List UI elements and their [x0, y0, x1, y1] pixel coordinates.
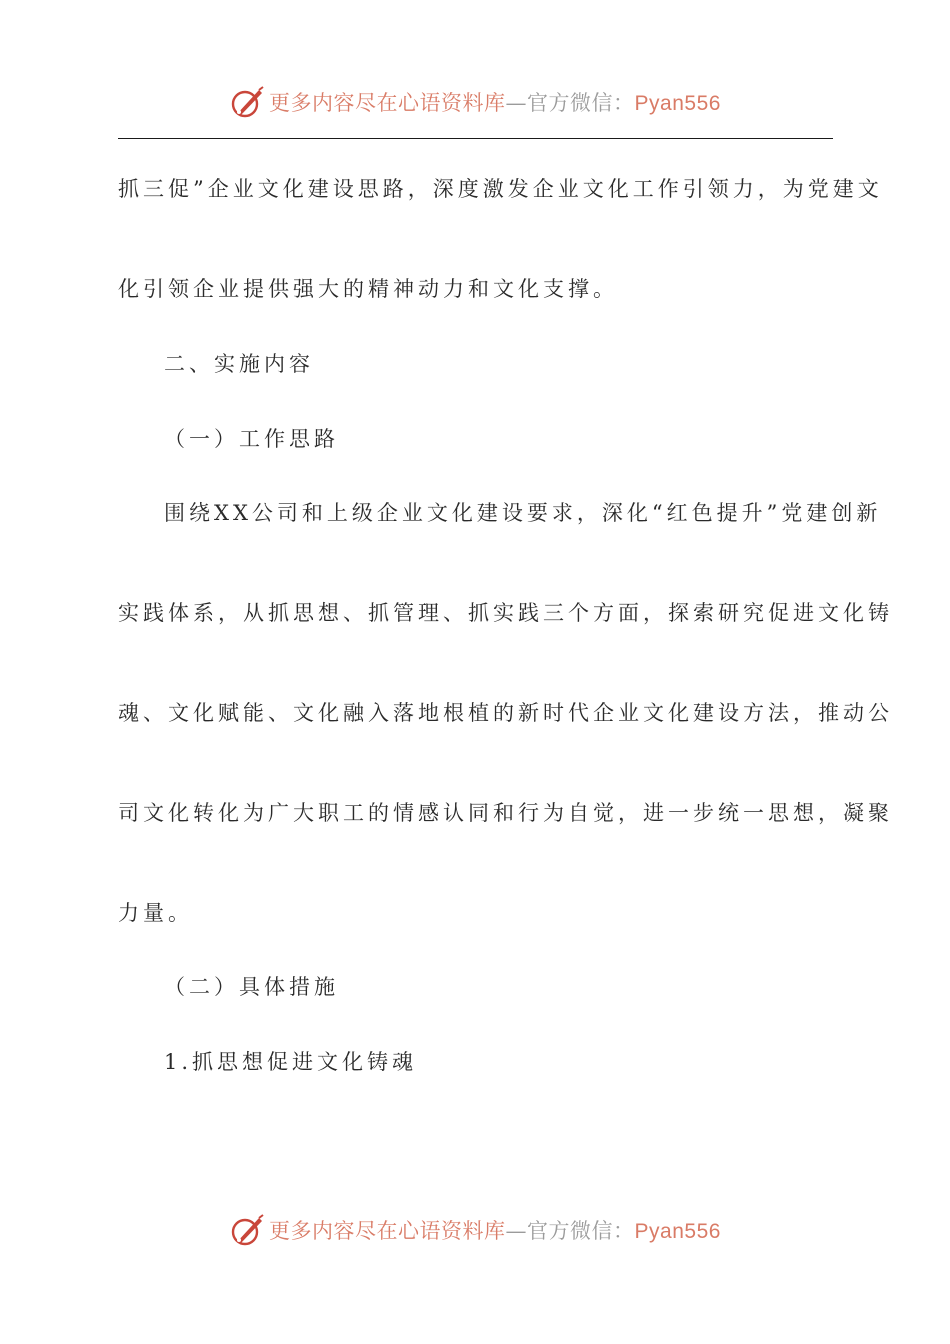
- header-banner-content: [229, 84, 721, 120]
- banner-sub-text: —官方微信：: [505, 1219, 635, 1243]
- footer-banner: [0, 1210, 950, 1250]
- banner-main-text: 更多内容尽在心语资料库: [269, 91, 506, 115]
- header-divider: [118, 138, 833, 139]
- header-banner: [0, 82, 950, 122]
- banner-sub-text: —官方微信：: [505, 91, 635, 115]
- banner-main-text: 更多内容尽在心语资料库: [269, 1219, 506, 1243]
- subsection-heading: （二）具体措施: [164, 975, 339, 999]
- paragraph-line: 围绕XX公司和上级企业文化建设要求，深化“红色提升”党建创新: [164, 501, 882, 525]
- paragraph-line: 实践体系，从抓思想、抓管理、抓实践三个方面，探索研究促进文化铸: [118, 601, 893, 625]
- paragraph-line: 魂、文化赋能、文化融入落地根植的新时代企业文化建设方法，推动公: [118, 701, 893, 725]
- quill-pen-icon: [229, 84, 265, 120]
- section-heading: 二、实施内容: [164, 352, 314, 376]
- banner-text: [269, 1215, 721, 1245]
- banner-wechat-id: Pyan556: [634, 1220, 721, 1243]
- quill-pen-icon: [229, 1212, 265, 1248]
- banner-wechat-id: Pyan556: [634, 92, 721, 115]
- paragraph-line: 司文化转化为广大职工的情感认同和行为自觉，进一步统一思想，凝聚: [118, 801, 893, 825]
- paragraph-line: 力量。: [118, 901, 193, 925]
- paragraph-line: 抓三促”企业文化建设思路，深度激发企业文化工作引领力，为党建文: [118, 177, 883, 201]
- banner-text: [269, 87, 721, 117]
- subsection-heading: （一）工作思路: [164, 427, 339, 451]
- footer-banner-content: [229, 1212, 721, 1248]
- paragraph-line: 化引领企业提供强大的精神动力和文化支撑。: [118, 277, 618, 301]
- list-item: 1.抓思想促进文化铸魂: [164, 1050, 418, 1074]
